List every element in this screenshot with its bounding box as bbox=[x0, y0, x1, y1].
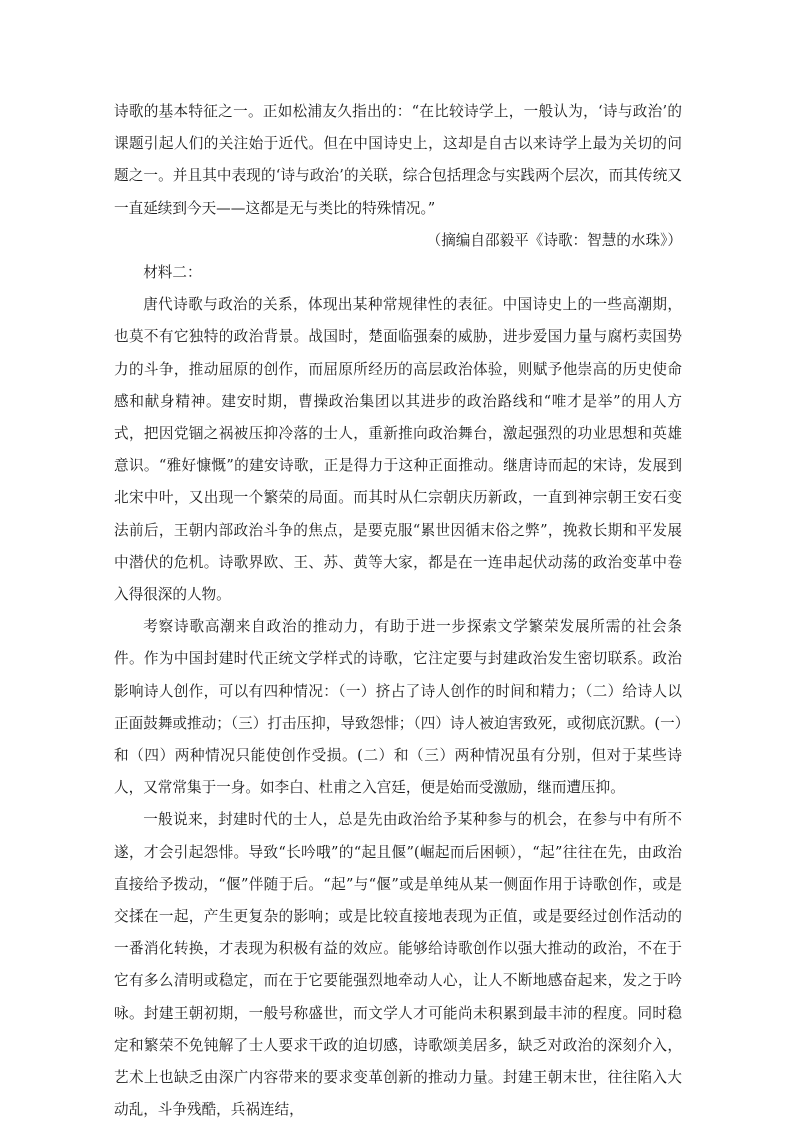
body-paragraph: 唐代诗歌与政治的关系，体现出某种常规律性的表征。中国诗史上的一些高潮期，也莫不有它独特的政治背景。战国时，楚面临强秦的威胁，进步爱国力量与腐朽卖国势力的斗争，推动屈原的创作，而屈原所经历的高层政治体验，则赋予他崇高的历史使命感和献身精神。建安时期，曹操政治集团以其进步的政治路线和“唯才是举”的用人方式，把因党锢之祸被压抑冷落的士人，重新推向政治舞台，激起强烈的功业思想和英雄意识。“雅好慷慨”的建安诗歌，正是得力于这种正面推动。继唐诗而起的宋诗，发展到北宋中叶，又出现一个繁荣的局面。而其时从仁宗朝庆历新政，一直到神宗朝王安石变法前后，王朝内部政治斗争的焦点，是要克服“累世因循末俗之弊”，挽救长期和平发展中潜伏的危机。诗歌界欧、王、苏、黄等大家，都是在一连串起伏动荡的政治变革中卷入得很深的人物。 bbox=[114, 296, 682, 604]
document-page bbox=[114, 96, 682, 1127]
material-two-heading: 材料二： bbox=[143, 264, 202, 282]
intro-paragraph: 诗歌的基本特征之一。正如松浦友久指出的：“在比较诗学上，一般认为，‘诗与政治’的课题引起人们的关注始于近代。但在中国诗史上，这却是自古以来诗学上最为关切的问题之一。并且其中表现的‘诗与政治’的关联，综合包括理念与实践两个层次，而其传统又一直延续到今天——这都是无与类比的特殊情况。” bbox=[114, 103, 682, 217]
body-paragraph: 考察诗歌高潮来自政治的推动力，有助于进一步探索文学繁荣发展所需的社会条件。作为中国封建时代正统文学样式的诗歌，它注定要与封建政治发生密切联系。政治影响诗人创作，可以有四种情况：（一）挤占了诗人创作的时间和精力；（二）给诗人以正面鼓舞或推动；（三）打击压抑，导致怨悱；（四）诗人被迫害致死，或彻底沉默。(一）和（四）两种情况只能使创作受损。(二）和（三）两种情况虽有分别，但对于某些诗人，又常常集于一身。如李白、杜甫之入宫廷，便是始而受激励，继而遭压抑。 bbox=[114, 618, 682, 797]
body-paragraph: 一般说来，封建时代的士人，总是先由政治给予某种参与的机会，在参与中有所不遂，才会引起怨悱。导致“长吟哦”的“起且偃”(崛起而后困顿），“起”往往在先，由政治直接给予拨动，“偃”伴随于后。“起”与“偃”或是单纯从某一侧面作用于诗歌创作，或是交揉在一起，产生更复杂的影响；或是比较直接地表现为正值，或是要经过创作活动的一番消化转换，才表现为积极有益的效应。能够给诗歌创作以强大推动的政治，不在于它有多么清明或稳定，而在于它要能强烈地牵动人心，让人不断地感奋起来，发之于吟咏。封建王朝初期，一般号称盛世，而文学人才可能尚未积累到最丰沛的程度。同时稳定和繁荣不免钝解了士人要求干政的迫切感，诗歌颂美居多，缺乏对政治的深刻介入，艺术上也缺乏由深广内容带来的要求变革创新的推动力量。封建王朝末世，往往陷入大动乱，斗争残酷，兵祸连结， bbox=[114, 811, 682, 1119]
source-note: （摘编自邵毅平《诗歌：智慧的水珠》） bbox=[426, 231, 682, 249]
